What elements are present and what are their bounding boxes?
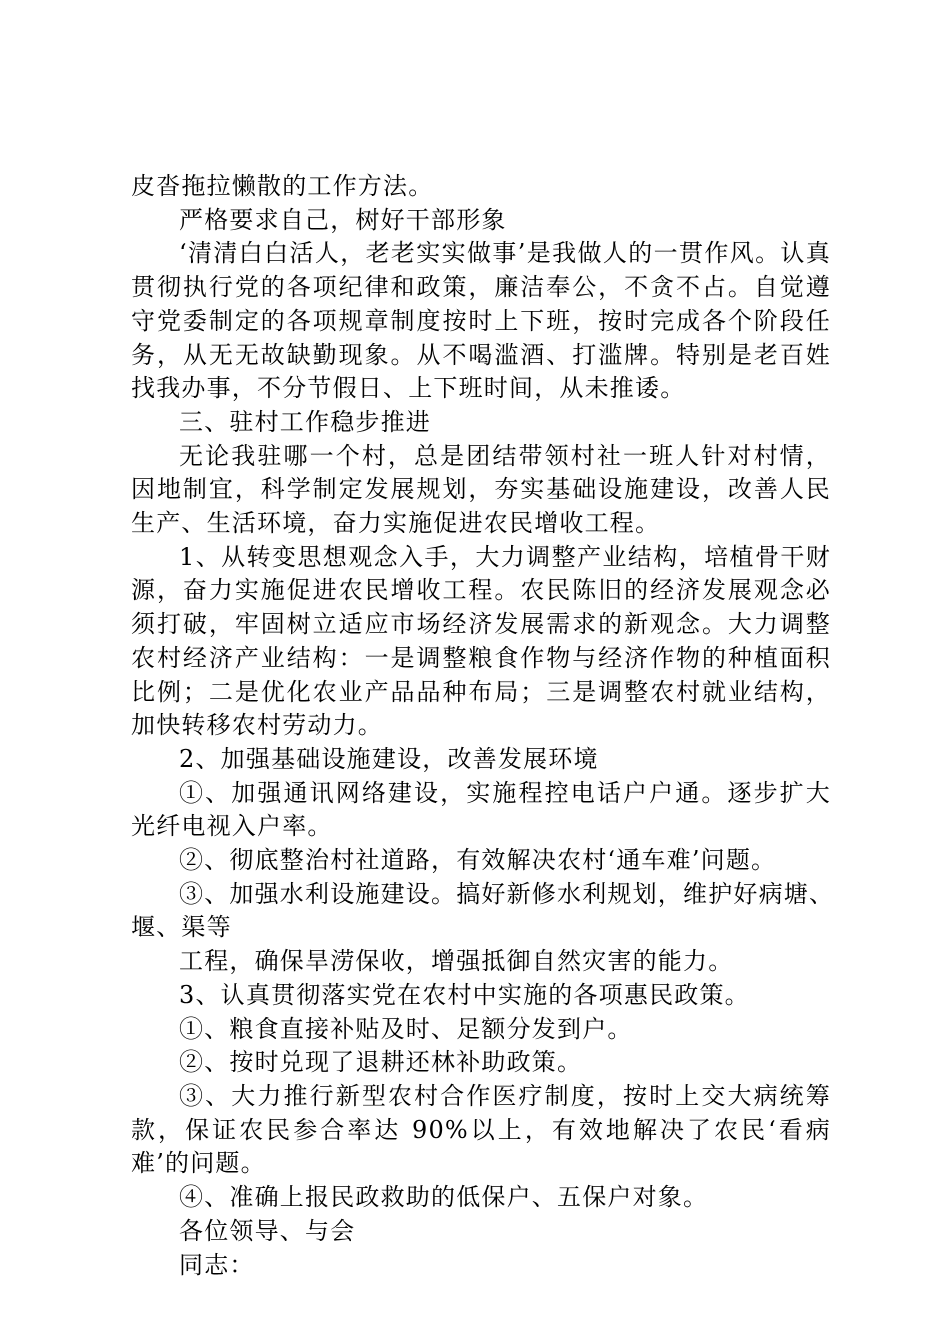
paragraph: 堰、渠等 (131, 913, 232, 942)
paragraph: ‘清清白白活人，老老实实做事’是我做人的一贯作风。认真贯彻执行党的各项纪律和政策，廉洁奉公，不贪不占。自觉遵守党委制定的各项规章制度按时上下班，按时完成各个阶段任务，从无无故缺勤现象。从不喝滥酒、打滥牌。特别是老百姓找我办事，不分节假日、上下班时间，从未推诿。 (131, 239, 831, 403)
list-item: ④、准确上报民政救助的低保户、五保户对象。 (179, 1183, 709, 1212)
paragraph: 无论我驻哪一个村，总是团结带领村社一班人针对村情，因地制宜，科学制定发展规划，夯实基础设施建设，改善人民生产、生活环境，奋力实施促进农民增收工程。 (131, 441, 831, 538)
paragraph: 1、从转变思想观念入手，大力调整产业结构，培植骨干财源，奋力实施促进农民增收工程。农民陈旧的经济发展观念必须打破，牢固树立适应市场经济发展需求的新观念。大力调整农村经济产业结构：一是调整粮食作物与经济作物的种植面积比例；二是优化农业产品品种布局；三是调整农村就业结构，加快转移农村劳动力。 (131, 542, 831, 740)
list-item: ③、加强水利设施建设。搞好新修水利规划，维护好病塘、 (179, 879, 835, 908)
section-heading: 严格要求自己，树好干部形象 (179, 205, 507, 234)
salutation: 同志： (179, 1250, 255, 1279)
document-body (131, 170, 835, 1282)
subsection-heading: 3、认真贯彻落实党在农村中实施的各项惠民政策。 (179, 980, 750, 1009)
salutation: 各位领导、与会 (179, 1216, 356, 1245)
subsection-heading: 2、加强基础设施建设，改善发展环境 (179, 744, 599, 773)
paragraph: 工程，确保旱涝保收，增强抵御自然灾害的能力。 (179, 947, 734, 976)
list-item: ①、加强通讯网络建设，实施程控电话户户通。逐步扩大光纤电视入户率。 (131, 778, 831, 841)
list-item: ②、按时兑现了退耕还林补助政策。 (179, 1048, 583, 1077)
list-item: ③、大力推行新型农村合作医疗制度，按时上交大病统筹款，保证农民参合率达 90%以上，有效地解决了农民‘看病难’的问题。 (131, 1081, 831, 1178)
list-item: ①、粮食直接补贴及时、足额分发到户。 (179, 1014, 633, 1043)
list-item: ②、彻底整治村社道路，有效解决农村‘通车难’问题。 (179, 846, 777, 875)
paragraph: 皮沓拖拉懒散的工作方法。 (131, 172, 434, 200)
section-heading: 三、驻村工作稳步推进 (179, 407, 431, 436)
